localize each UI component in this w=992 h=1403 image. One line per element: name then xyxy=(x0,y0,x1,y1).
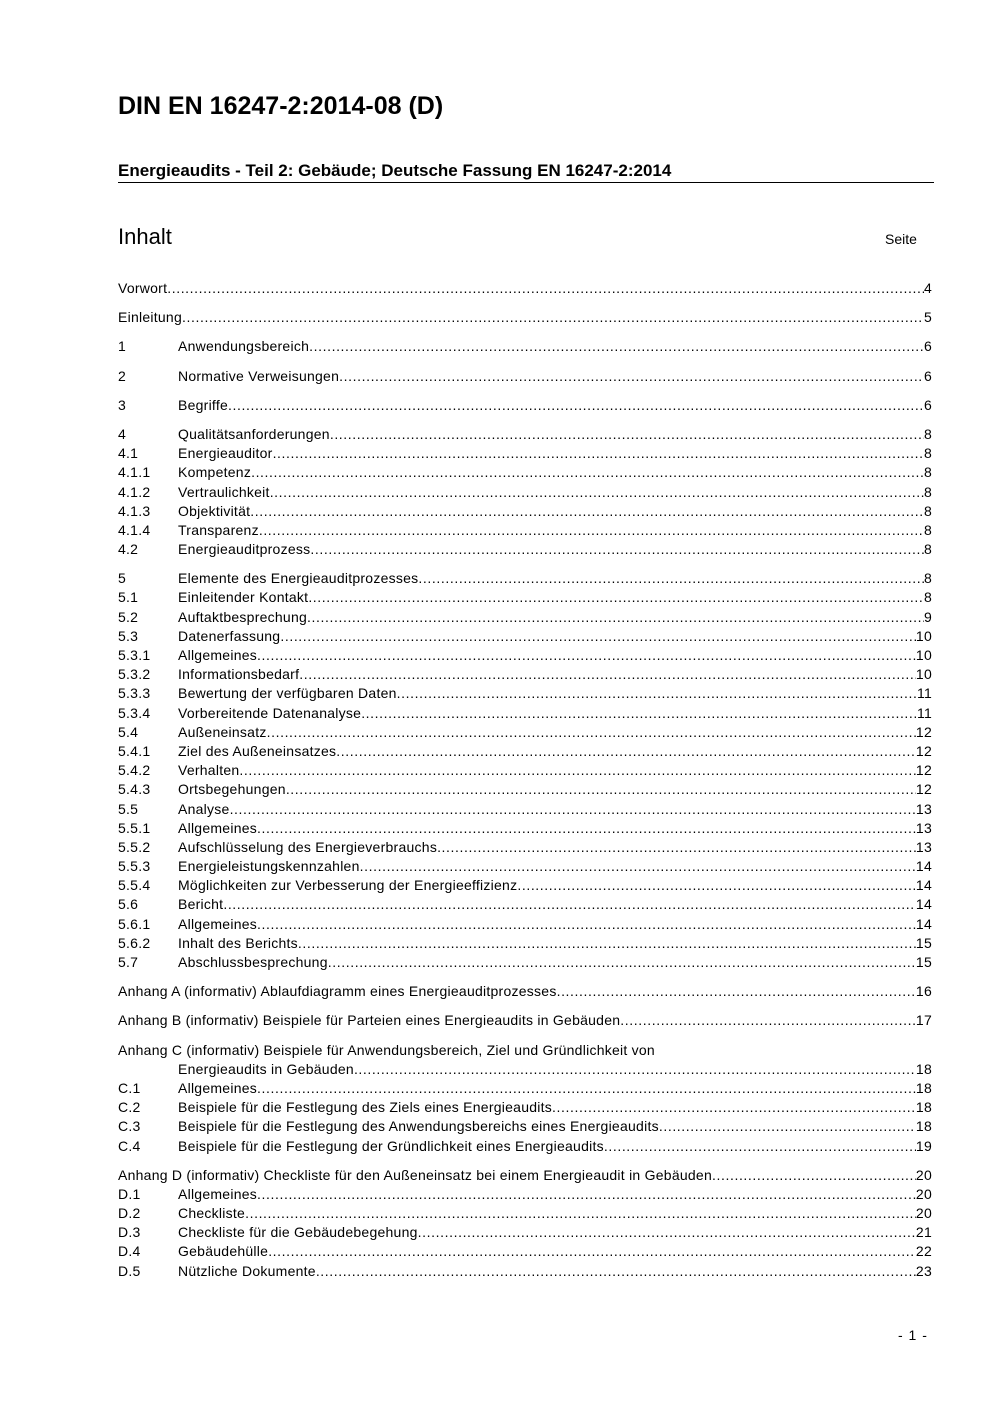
toc-entry-number: 5 xyxy=(118,570,127,587)
toc-entry[interactable] xyxy=(118,800,932,819)
toc-entry[interactable] xyxy=(118,761,932,780)
toc-group xyxy=(118,308,932,327)
toc-entry-page: 8 xyxy=(923,445,932,462)
toc-entry-number: 4 xyxy=(118,425,127,442)
toc-dot-leader xyxy=(239,761,916,780)
toc-entry[interactable] xyxy=(118,646,932,665)
toc-group xyxy=(118,396,932,415)
toc-dot-leader xyxy=(552,1098,916,1117)
toc-entry-text: Einleitung xyxy=(118,309,182,326)
toc-dot-leader xyxy=(418,569,924,588)
toc-dot-leader xyxy=(418,1223,916,1242)
toc-dot-leader xyxy=(339,367,924,386)
toc-entry-number: D.2 xyxy=(118,1205,141,1222)
toc-dot-leader xyxy=(330,425,924,444)
toc-entry-number: 5.6.1 xyxy=(118,915,151,932)
toc-dot-leader xyxy=(307,608,924,627)
toc-dot-leader xyxy=(308,588,924,607)
toc-dot-leader xyxy=(257,915,916,934)
toc-entry-page: 11 xyxy=(916,704,932,721)
toc-entry[interactable] xyxy=(118,608,932,627)
toc-entry-page: 13 xyxy=(915,838,932,855)
toc-entry-text: Abschlussbesprechung xyxy=(178,954,328,970)
toc-group xyxy=(118,1041,932,1156)
toc-entry-number: 2 xyxy=(118,367,127,384)
toc-dot-leader xyxy=(268,1242,916,1261)
toc-entry-text: Transparenz xyxy=(178,521,259,538)
toc-entry-text: Vorwort xyxy=(118,280,168,296)
toc-dot-leader xyxy=(270,483,924,502)
toc-entry-text: Energieauditor xyxy=(178,445,273,462)
toc-entry-page: 8 xyxy=(923,521,932,538)
toc-entry-number: 4.1.1 xyxy=(118,464,151,481)
toc-dot-leader xyxy=(437,838,916,857)
toc-entry-text: Energieaudits in Gebäuden xyxy=(178,1060,354,1077)
toc-heading: Inhalt xyxy=(118,224,172,249)
toc-group xyxy=(118,279,932,298)
toc-entry-number: 5.3.4 xyxy=(118,704,151,721)
toc-entry[interactable] xyxy=(118,1242,932,1261)
toc-entry-text: Vorbereitende Datenanalyse xyxy=(178,704,362,721)
toc-dot-leader xyxy=(251,463,924,482)
toc-entry-text: Ortsbegehungen xyxy=(178,781,286,798)
toc-entry[interactable] xyxy=(118,588,932,607)
toc-group xyxy=(118,425,932,559)
toc-dot-leader xyxy=(299,665,916,684)
toc-entry-page: 19 xyxy=(915,1137,932,1154)
toc-entry-text: Informationsbedarf xyxy=(178,666,300,683)
toc-entry-page: 8 xyxy=(923,541,932,558)
toc-entry[interactable] xyxy=(118,780,932,799)
toc-entry[interactable] xyxy=(118,569,932,588)
toc-entry-number: 5.5 xyxy=(118,800,139,817)
toc-dot-leader xyxy=(257,1079,916,1098)
toc-entry[interactable] xyxy=(118,1185,932,1204)
toc-entry[interactable] xyxy=(118,934,932,953)
toc-dot-leader xyxy=(309,337,924,356)
toc-entry[interactable] xyxy=(118,857,932,876)
toc-entry-page: 14 xyxy=(915,896,932,913)
toc-entry-page: 8 xyxy=(923,425,932,442)
toc-dot-leader xyxy=(360,857,916,876)
toc-entry-page: 14 xyxy=(915,877,932,894)
toc-entry-text: Elemente des Energieauditprozesses xyxy=(178,570,419,587)
toc-entry-text: Energieauditprozess xyxy=(178,541,311,558)
toc-entry-number: 5.2 xyxy=(118,608,139,625)
toc-entry-number: 5.3 xyxy=(118,627,139,644)
toc-entry-number: 1 xyxy=(118,338,127,355)
toc-dot-leader xyxy=(712,1166,916,1185)
toc-entry[interactable] xyxy=(118,444,932,463)
toc-entry-page: 8 xyxy=(923,483,932,500)
toc-entry-number: 5.4 xyxy=(118,723,139,740)
document-subtitle: Energieaudits - Teil 2: Gebäude; Deutsche Fassung EN 16247-2:2014 xyxy=(118,161,672,180)
toc-entry-page: 12 xyxy=(915,781,932,798)
toc-entry-number: C.2 xyxy=(118,1099,141,1116)
header-rule xyxy=(118,182,934,183)
toc-dot-leader xyxy=(259,521,924,540)
toc-entry[interactable] xyxy=(118,627,932,646)
toc-dot-leader xyxy=(257,819,916,838)
toc-dot-leader xyxy=(280,627,916,646)
toc-entry-text: Allgemeines xyxy=(178,647,258,663)
toc-entry-text: Beispiele für die Festlegung des Anwendungsbereichs eines Energieaudits xyxy=(178,1118,659,1135)
toc-entry-number: 5.6.2 xyxy=(118,934,151,951)
toc-entry-number: 5.3.3 xyxy=(118,685,151,702)
toc-entry-text: Allgemeines xyxy=(178,819,258,836)
toc-entry-text: Ziel des Außeneinsatzes xyxy=(178,742,337,759)
toc-entry-page: 8 xyxy=(923,570,932,587)
toc-entry-page: 13 xyxy=(915,819,932,836)
toc-entry-text: Einleitender Kontakt xyxy=(178,589,309,606)
toc-entry[interactable] xyxy=(118,876,932,895)
toc-entry-page: 20 xyxy=(915,1185,932,1202)
toc-entry-number: C.3 xyxy=(118,1118,141,1135)
toc-entry-page: 10 xyxy=(915,627,932,644)
toc-entry-number: 5.5.2 xyxy=(118,838,151,855)
toc-dot-leader xyxy=(298,934,916,953)
document-title: DIN EN 16247-2:2014-08 (D) xyxy=(118,92,444,120)
toc-entry-text: Anhang A (informativ) Ablaufdiagramm eines Energieauditprozesses xyxy=(118,983,557,1000)
toc-entry-text: Anhang D (informativ) Checkliste für den Außeneinsatz bei einem Energieaudit in Gebäuden xyxy=(118,1166,712,1183)
toc-entry[interactable] xyxy=(118,1204,932,1223)
toc-entry-text: Außeneinsatz xyxy=(178,723,267,740)
toc-entry[interactable] xyxy=(118,819,932,838)
toc-entry-number: D.1 xyxy=(118,1185,141,1202)
toc-entry-text: Gebäudehülle xyxy=(178,1243,269,1260)
toc-entry-number: C.1 xyxy=(118,1079,141,1096)
toc-entry-text: Nützliche Dokumente xyxy=(178,1262,316,1279)
toc-entry[interactable] xyxy=(118,915,932,934)
toc-entry-page: 8 xyxy=(923,502,932,519)
toc-entry-number: 5.5.1 xyxy=(118,819,151,836)
toc-entry[interactable] xyxy=(118,367,932,386)
toc-entry[interactable] xyxy=(118,895,932,914)
toc-entry[interactable] xyxy=(118,953,932,972)
toc-entry-page: 6 xyxy=(923,396,932,413)
toc-entry[interactable] xyxy=(118,742,932,761)
toc-entry-page: 18 xyxy=(915,1099,932,1116)
toc-dot-leader xyxy=(267,723,916,742)
toc-group xyxy=(118,569,932,972)
toc-entry-page: 15 xyxy=(915,954,932,970)
toc-entry[interactable] xyxy=(118,279,932,298)
toc-entry-page: 16 xyxy=(915,983,932,1000)
toc-entry-page: 12 xyxy=(915,762,932,779)
toc-entry[interactable] xyxy=(118,982,932,1001)
toc-dot-leader xyxy=(620,1011,916,1030)
toc-group xyxy=(118,367,932,386)
toc-entry-number: 4.1 xyxy=(118,445,139,462)
toc-entry-text: Vertraulichkeit xyxy=(178,483,270,500)
toc-entry-number: 5.5.4 xyxy=(118,877,151,894)
toc-entry[interactable] xyxy=(118,838,932,857)
toc-entry-page: 18 xyxy=(915,1079,932,1096)
toc-entry-text: Qualitätsanforderungen xyxy=(178,425,330,442)
toc-entry[interactable] xyxy=(118,425,932,444)
toc-entry-text: Verhalten xyxy=(178,762,240,779)
toc-entry[interactable] xyxy=(118,1262,932,1281)
toc-entry-page: 17 xyxy=(915,1012,932,1029)
toc-entry[interactable] xyxy=(118,684,932,703)
toc-entry-number: 3 xyxy=(118,396,127,413)
toc-entry[interactable] xyxy=(118,396,932,415)
toc-dot-leader xyxy=(604,1137,916,1156)
toc-entry-number: 5.7 xyxy=(118,954,139,970)
toc-entry-page: 21 xyxy=(915,1224,932,1241)
toc-dot-leader xyxy=(273,444,924,463)
toc-entry-page: 15 xyxy=(915,934,932,951)
toc-entry[interactable] xyxy=(118,723,932,742)
toc-entry[interactable] xyxy=(118,502,932,521)
toc-entry-text: Bericht xyxy=(178,896,224,913)
toc-entry-text: Normative Verweisungen xyxy=(178,367,340,384)
toc-entry-number: 5.6 xyxy=(118,896,139,913)
toc-entry-page: 14 xyxy=(915,858,932,875)
toc-dot-leader xyxy=(257,646,916,665)
toc-entry-page: 14 xyxy=(915,915,932,932)
toc-entry-page: 12 xyxy=(915,723,932,740)
toc-dot-leader xyxy=(286,780,916,799)
toc-entry-page: 5 xyxy=(923,309,932,326)
toc-entry-text: Checkliste für die Gebäudebegehung xyxy=(178,1224,418,1241)
toc-entry-page: 10 xyxy=(915,666,932,683)
toc-entry[interactable] xyxy=(118,1137,932,1156)
toc-entry-page: 18 xyxy=(915,1118,932,1135)
toc-entry-number: D.5 xyxy=(118,1262,141,1279)
toc-entry-number: 5.4.3 xyxy=(118,781,151,798)
toc-entry-text: Allgemeines xyxy=(178,1185,258,1202)
toc-entry-page: 6 xyxy=(923,367,932,384)
toc-entry-page: 20 xyxy=(915,1166,932,1183)
toc-entry-number: 5.1 xyxy=(118,589,139,606)
toc-entry[interactable] xyxy=(118,463,932,482)
toc-entry[interactable] xyxy=(118,1223,932,1242)
toc-entry-page: 22 xyxy=(915,1243,932,1260)
toc-dot-leader xyxy=(182,308,924,327)
toc-dot-leader xyxy=(336,742,916,761)
toc-entry[interactable] xyxy=(118,1098,932,1117)
toc-entry-number: 5.4.2 xyxy=(118,762,151,779)
toc-entry[interactable] xyxy=(118,1117,932,1136)
toc-entry-text: Anhang B (informativ) Beispiele für Parteien eines Energieaudits in Gebäuden xyxy=(118,1012,621,1029)
toc-dot-leader xyxy=(167,279,924,298)
toc-entry-text: Aufschlüsselung des Energieverbrauchs xyxy=(178,838,438,855)
toc-entry[interactable] xyxy=(118,1060,932,1079)
toc-dot-leader xyxy=(328,953,916,972)
toc-entry-text: Beispiele für die Festlegung des Ziels eines Energieaudits xyxy=(178,1099,553,1116)
toc-entry[interactable] xyxy=(118,1011,932,1030)
toc-entry[interactable] xyxy=(118,337,932,356)
toc-entry-number: 4.1.2 xyxy=(118,483,151,500)
toc-dot-leader xyxy=(250,502,924,521)
toc-group xyxy=(118,1166,932,1281)
toc-dot-leader xyxy=(517,876,916,895)
toc-entry[interactable] xyxy=(118,1166,932,1185)
toc-entry-text: Checkliste xyxy=(178,1205,246,1222)
toc-entry[interactable] xyxy=(118,483,932,502)
toc-entry[interactable] xyxy=(118,540,932,559)
toc-entry-number: 4.1.4 xyxy=(118,521,151,538)
toc-entry-text: Beispiele für die Festlegung der Gründlichkeit eines Energieaudits xyxy=(178,1137,604,1154)
page-number: - 1 - xyxy=(898,1327,928,1343)
toc-entry-page: 10 xyxy=(915,647,932,663)
toc-entry-page: 20 xyxy=(915,1205,932,1222)
toc-entry-text: Analyse xyxy=(178,800,230,817)
toc-dot-leader xyxy=(361,704,917,723)
toc-entry[interactable] xyxy=(118,704,932,723)
toc-group xyxy=(118,337,932,356)
toc-dot-leader xyxy=(223,895,916,914)
toc-dot-leader xyxy=(316,1262,916,1281)
toc-group xyxy=(118,1011,932,1030)
toc-entry-text: Energieleistungskennzahlen xyxy=(178,858,360,875)
toc-entry-number: 5.3.2 xyxy=(118,666,151,683)
toc-entry[interactable] xyxy=(118,521,932,540)
toc-page-label: Seite xyxy=(885,231,917,247)
toc-entry-number: D.3 xyxy=(118,1224,141,1241)
toc-entry-number: C.4 xyxy=(118,1137,141,1154)
toc-entry-text: Möglichkeiten zur Verbesserung der Energieeffizienz xyxy=(178,877,518,894)
toc-entry-page: 18 xyxy=(915,1060,932,1077)
toc-entry-text: Bewertung der verfügbaren Daten xyxy=(178,685,397,702)
toc-entry-page: 9 xyxy=(923,608,932,625)
toc-entry-page: 6 xyxy=(923,338,932,355)
toc-dot-leader xyxy=(659,1117,916,1136)
toc-dot-leader xyxy=(257,1185,916,1204)
toc-entry[interactable] xyxy=(118,308,932,327)
toc-entry-number: 5.3.1 xyxy=(118,647,151,663)
toc-entry-text: Datenerfassung xyxy=(178,627,281,644)
toc-entry-page: 13 xyxy=(915,800,932,817)
toc-dot-leader xyxy=(245,1204,916,1223)
toc-entry-text: Anwendungsbereich xyxy=(178,338,310,355)
toc-entry-page: 11 xyxy=(916,685,932,702)
toc-entry-text: Auftaktbesprechung xyxy=(178,608,308,625)
toc-entry[interactable] xyxy=(118,1079,932,1098)
toc-entry-page: 4 xyxy=(923,280,932,296)
toc-entry-text: Allgemeines xyxy=(178,1079,258,1096)
toc-entry-page: 8 xyxy=(923,464,932,481)
toc-dot-leader xyxy=(230,800,916,819)
table-of-contents xyxy=(118,279,932,1291)
toc-entry-text: Begriffe xyxy=(178,396,228,413)
toc-dot-leader xyxy=(310,540,924,559)
toc-entry-text: Allgemeines xyxy=(178,915,258,932)
toc-entry-number: D.4 xyxy=(118,1243,141,1260)
toc-entry-page: 8 xyxy=(923,589,932,606)
toc-group xyxy=(118,982,932,1001)
toc-entry-text: Inhalt des Berichts xyxy=(178,934,298,951)
toc-entry-number: 5.5.3 xyxy=(118,858,151,875)
toc-dot-leader xyxy=(557,982,916,1001)
toc-dot-leader xyxy=(354,1060,916,1079)
toc-entry-text[interactable]: Anhang C (informativ) Beispiele für Anwendungsbereich, Ziel und Gründlichkeit von xyxy=(118,1041,655,1058)
toc-dot-leader xyxy=(228,396,924,415)
toc-entry-number: 5.4.1 xyxy=(118,742,151,759)
toc-entry[interactable] xyxy=(118,665,932,684)
toc-entry-number: 4.2 xyxy=(118,541,139,558)
toc-entry-text: Kompetenz xyxy=(178,464,252,481)
toc-entry-text: Objektivität xyxy=(178,502,251,519)
toc-entry-number: 4.1.3 xyxy=(118,502,151,519)
toc-entry-page: 23 xyxy=(915,1262,932,1279)
toc-dot-leader xyxy=(397,684,917,703)
toc-entry-page: 12 xyxy=(915,742,932,759)
